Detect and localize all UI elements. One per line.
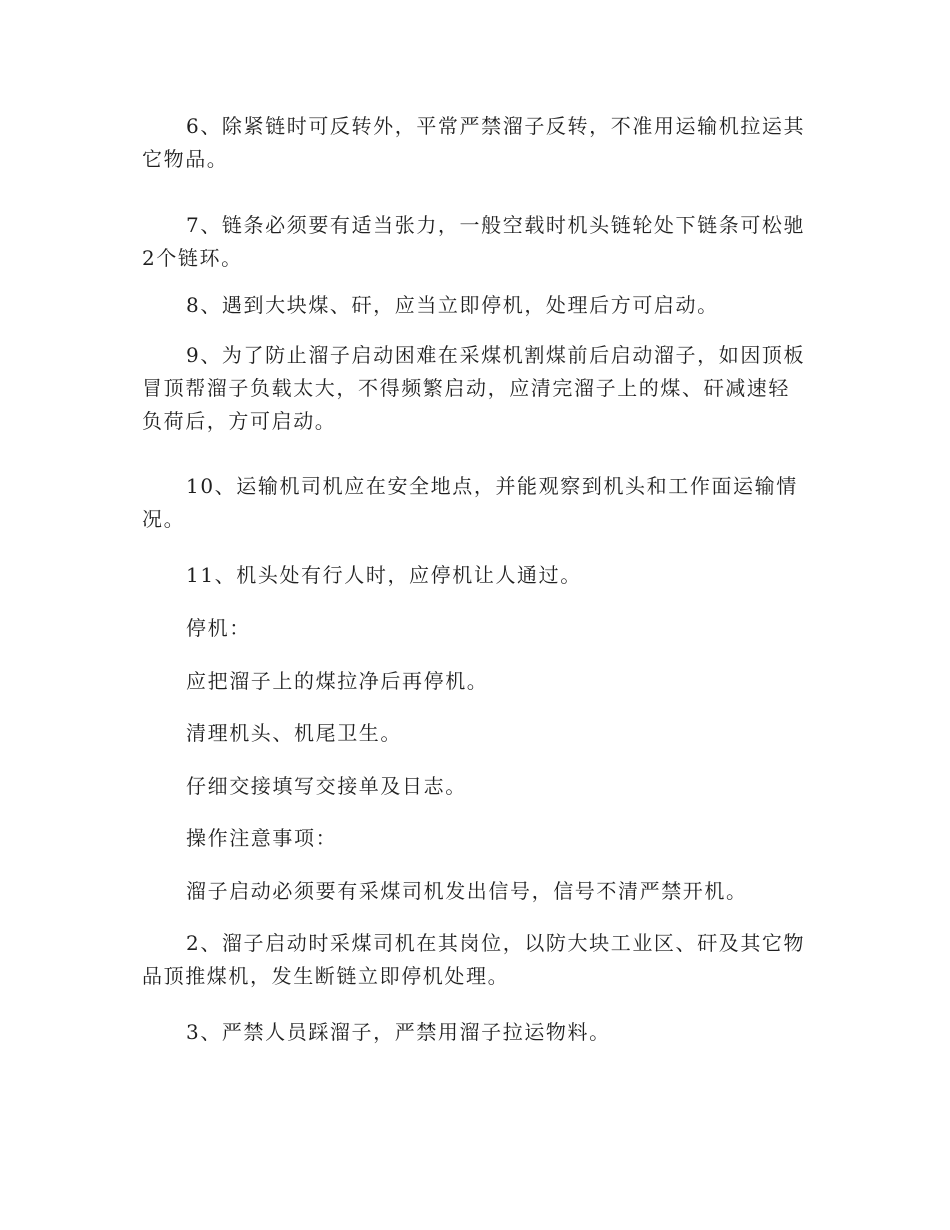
section-heading-precautions: 操作注意事项：	[186, 826, 338, 850]
paragraph-item-6: 6、除紧链时可反转外，平常严禁溜子反转，不准用运输机拉运其它物品。	[142, 114, 806, 171]
paragraph-precaution-2: 2、溜子启动时采煤司机在其岗位，以防大块工业区、矸及其它物品顶推煤机，发生断链立即停机处理。	[142, 931, 806, 988]
paragraph-item-9: 9、为了防止溜子启动困难在采煤机割煤前后启动溜子，如因顶板冒顶帮溜子负载太大，不得频繁启动，应清完溜子上的煤、矸减速轻负荷后，方可启动。	[142, 343, 806, 433]
paragraph-precaution-1: 溜子启动必须要有采煤司机发出信号，信号不清严禁开机。	[186, 879, 748, 903]
paragraph-item-8: 8、遇到大块煤、矸，应当立即停机，处理后方可启动。	[186, 293, 719, 317]
paragraph-item-7: 7、链条必须要有适当张力，一般空载时机头链轮处下链条可松驰2个链环。	[142, 213, 806, 270]
paragraph-item-10: 10、运输机司机应在安全地点，并能观察到机头和工作面运输情况。	[142, 474, 798, 531]
paragraph-stop-2: 清理机头、机尾卫生。	[186, 721, 402, 745]
section-heading-stop: 停机：	[186, 616, 251, 640]
paragraph-item-11: 11、机头处有行人时，应停机让人通过。	[186, 563, 582, 587]
paragraph-stop-3: 仔细交接填写交接单及日志。	[186, 774, 467, 798]
paragraph-stop-1: 应把溜子上的煤拉净后再停机。	[186, 669, 489, 693]
paragraph-precaution-3: 3、严禁人员踩溜子，严禁用溜子拉运物料。	[186, 1020, 611, 1044]
